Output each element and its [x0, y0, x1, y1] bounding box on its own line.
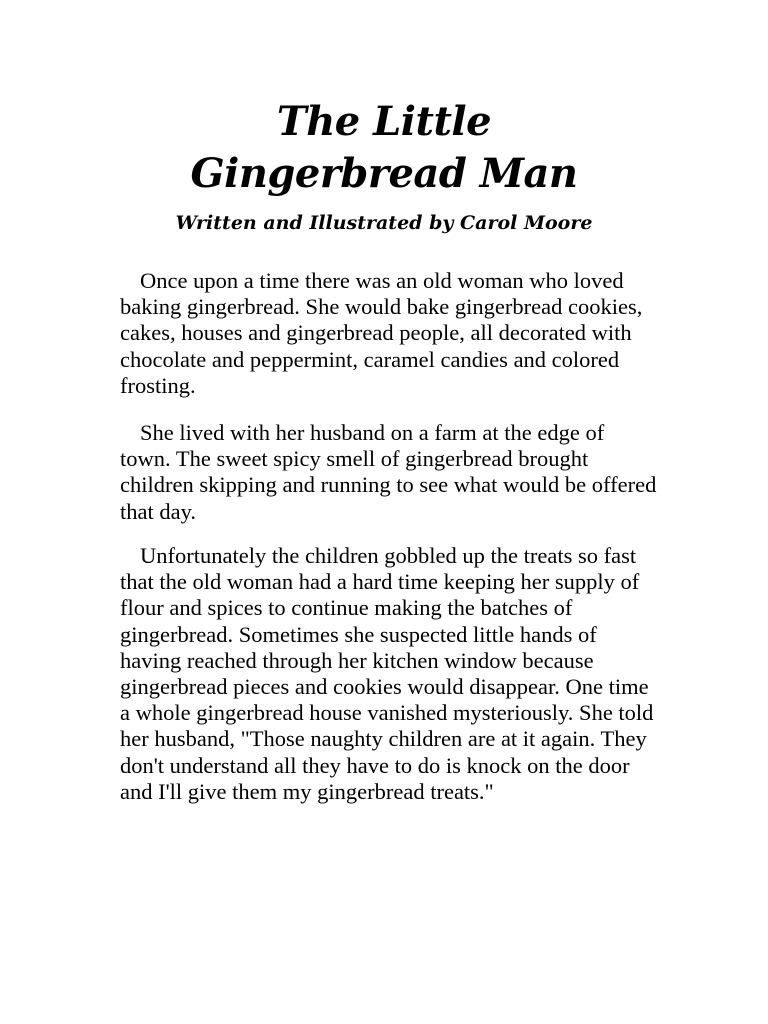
paragraph-1: Once upon a time there was an old woman who loved baking gingerbread. She would bake gingerbread cookies, cakes, houses and gingerbread people, all decorated with chocolate and peppermint, caramel candies and colored frosting.: [120, 268, 643, 398]
author-byline: Written and Illustrated by Carol Moore: [175, 212, 593, 234]
paragraph-2: She lived with her husband on a farm at the edge of town. The sweet spicy smell of gingerbread brought children skipping and running to see what would be offered that day.: [120, 420, 657, 524]
title-line-1: The Little: [276, 98, 492, 145]
paragraph-3: Unfortunately the children gobbled up the treats so fast that the old woman had a hard time keeping her supply of flour and spices to continue making the batches of gingerbread. Sometimes she suspected little hands of having reached through her kitchen window because gingerbread pieces and cookies would disappear. One time a whole gingerbread house vanished mysteriously. She told her husband, "Those naughty children are at it again. They don't understand all they have to do is knock on the door and I'll give them my gingerbread treats.": [120, 543, 654, 804]
title-line-2: Gingerbread Man: [190, 150, 578, 197]
